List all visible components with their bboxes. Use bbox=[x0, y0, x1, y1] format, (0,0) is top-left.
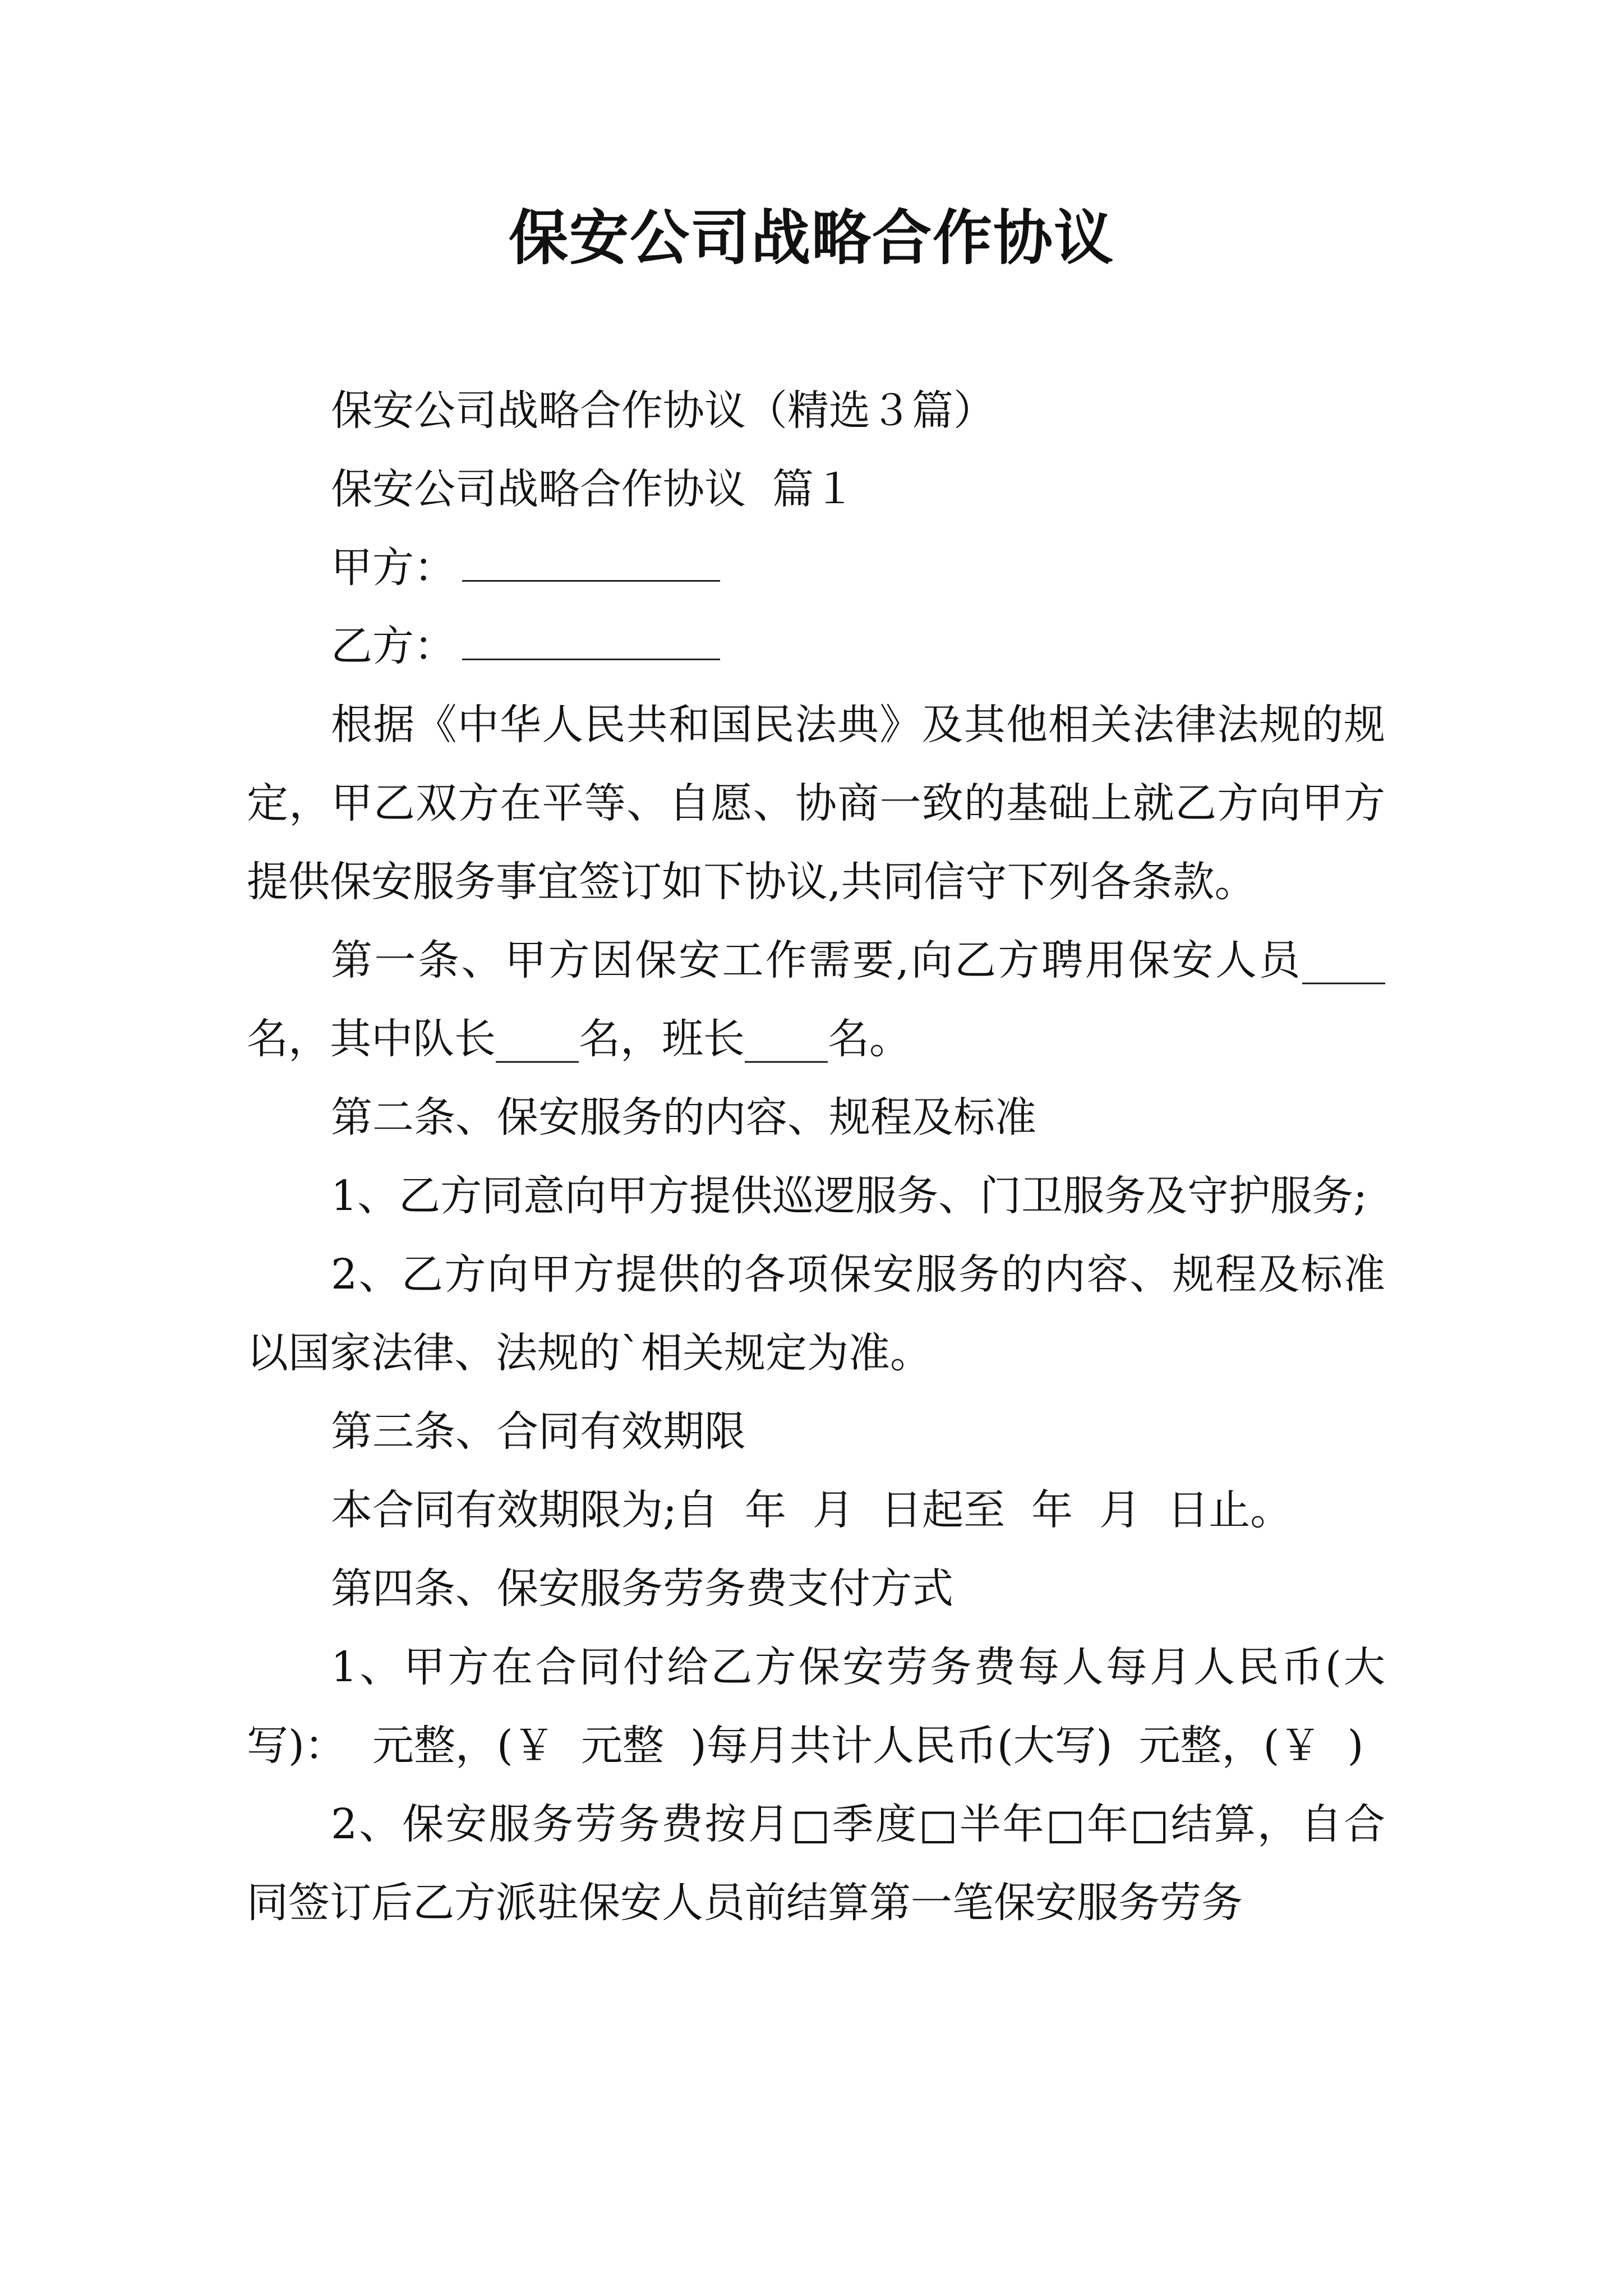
party-a-label: 甲方： bbox=[331, 544, 455, 592]
paragraph-article-4-heading: 第四条、保安服务劳务费支付方式 bbox=[331, 1565, 953, 1613]
paragraph-article-2-item-1: 1、乙方同意向甲方提供巡逻服务、门卫服务及守护服务; bbox=[331, 1172, 1368, 1220]
paragraph-article-4-item-1: 1、甲方在合同付给乙方保安劳务费每人每月人民币(大写)： 元整，(￥ 元整 )每月共计人民币(大写) 元整，(￥ ) bbox=[247, 1643, 1385, 1770]
document-body bbox=[247, 371, 1385, 1942]
party-a-blank bbox=[462, 541, 720, 582]
party-a-line bbox=[247, 528, 1385, 607]
document-title: 保安公司战略合作协议 bbox=[509, 204, 1114, 273]
paragraph-preamble: 根据《中华人民共和国民法典》及其他相关法律法规的规定，甲乙双方在平等、自愿、协商一致的基础上就乙方向甲方提供保安服务事宜签订如下协议,共同信守下列各条款。 bbox=[247, 701, 1385, 906]
paragraph-article-3-heading: 第三条、合同有效期限 bbox=[331, 1407, 746, 1456]
party-b-line bbox=[247, 607, 1385, 685]
paragraph-section-heading: 保安公司战略合作协议 篇１ bbox=[331, 465, 856, 513]
paragraph-subtitle: 保安公司战略合作协议（精选３篇） bbox=[331, 386, 995, 435]
paragraph-article-1: 第一条、甲方因保安工作需要,向乙方聘用保安人员____名，其中队长____名，班长____名。 bbox=[247, 936, 1385, 1063]
paragraph-article-2-heading: 第二条、保安服务的内容、规程及标准 bbox=[331, 1093, 1036, 1142]
paragraph-article-3-term: 本合同有效期限为;自 年 月 日起至 年 月 日止。 bbox=[331, 1486, 1292, 1534]
paragraph-article-2-item-2: 2、乙方向甲方提供的各项保安服务的内容、规程及标准以国家法律、法规的`相关规定为准。 bbox=[247, 1250, 1385, 1377]
party-b-blank bbox=[462, 619, 720, 660]
party-b-label: 乙方： bbox=[331, 622, 455, 670]
paragraph-article-4-item-2: 2、保安服务劳务费按月□季度□半年□年□结算，自合同签订后乙方派驻保安人员前结算第一笔保安服务劳务 bbox=[247, 1800, 1385, 1927]
